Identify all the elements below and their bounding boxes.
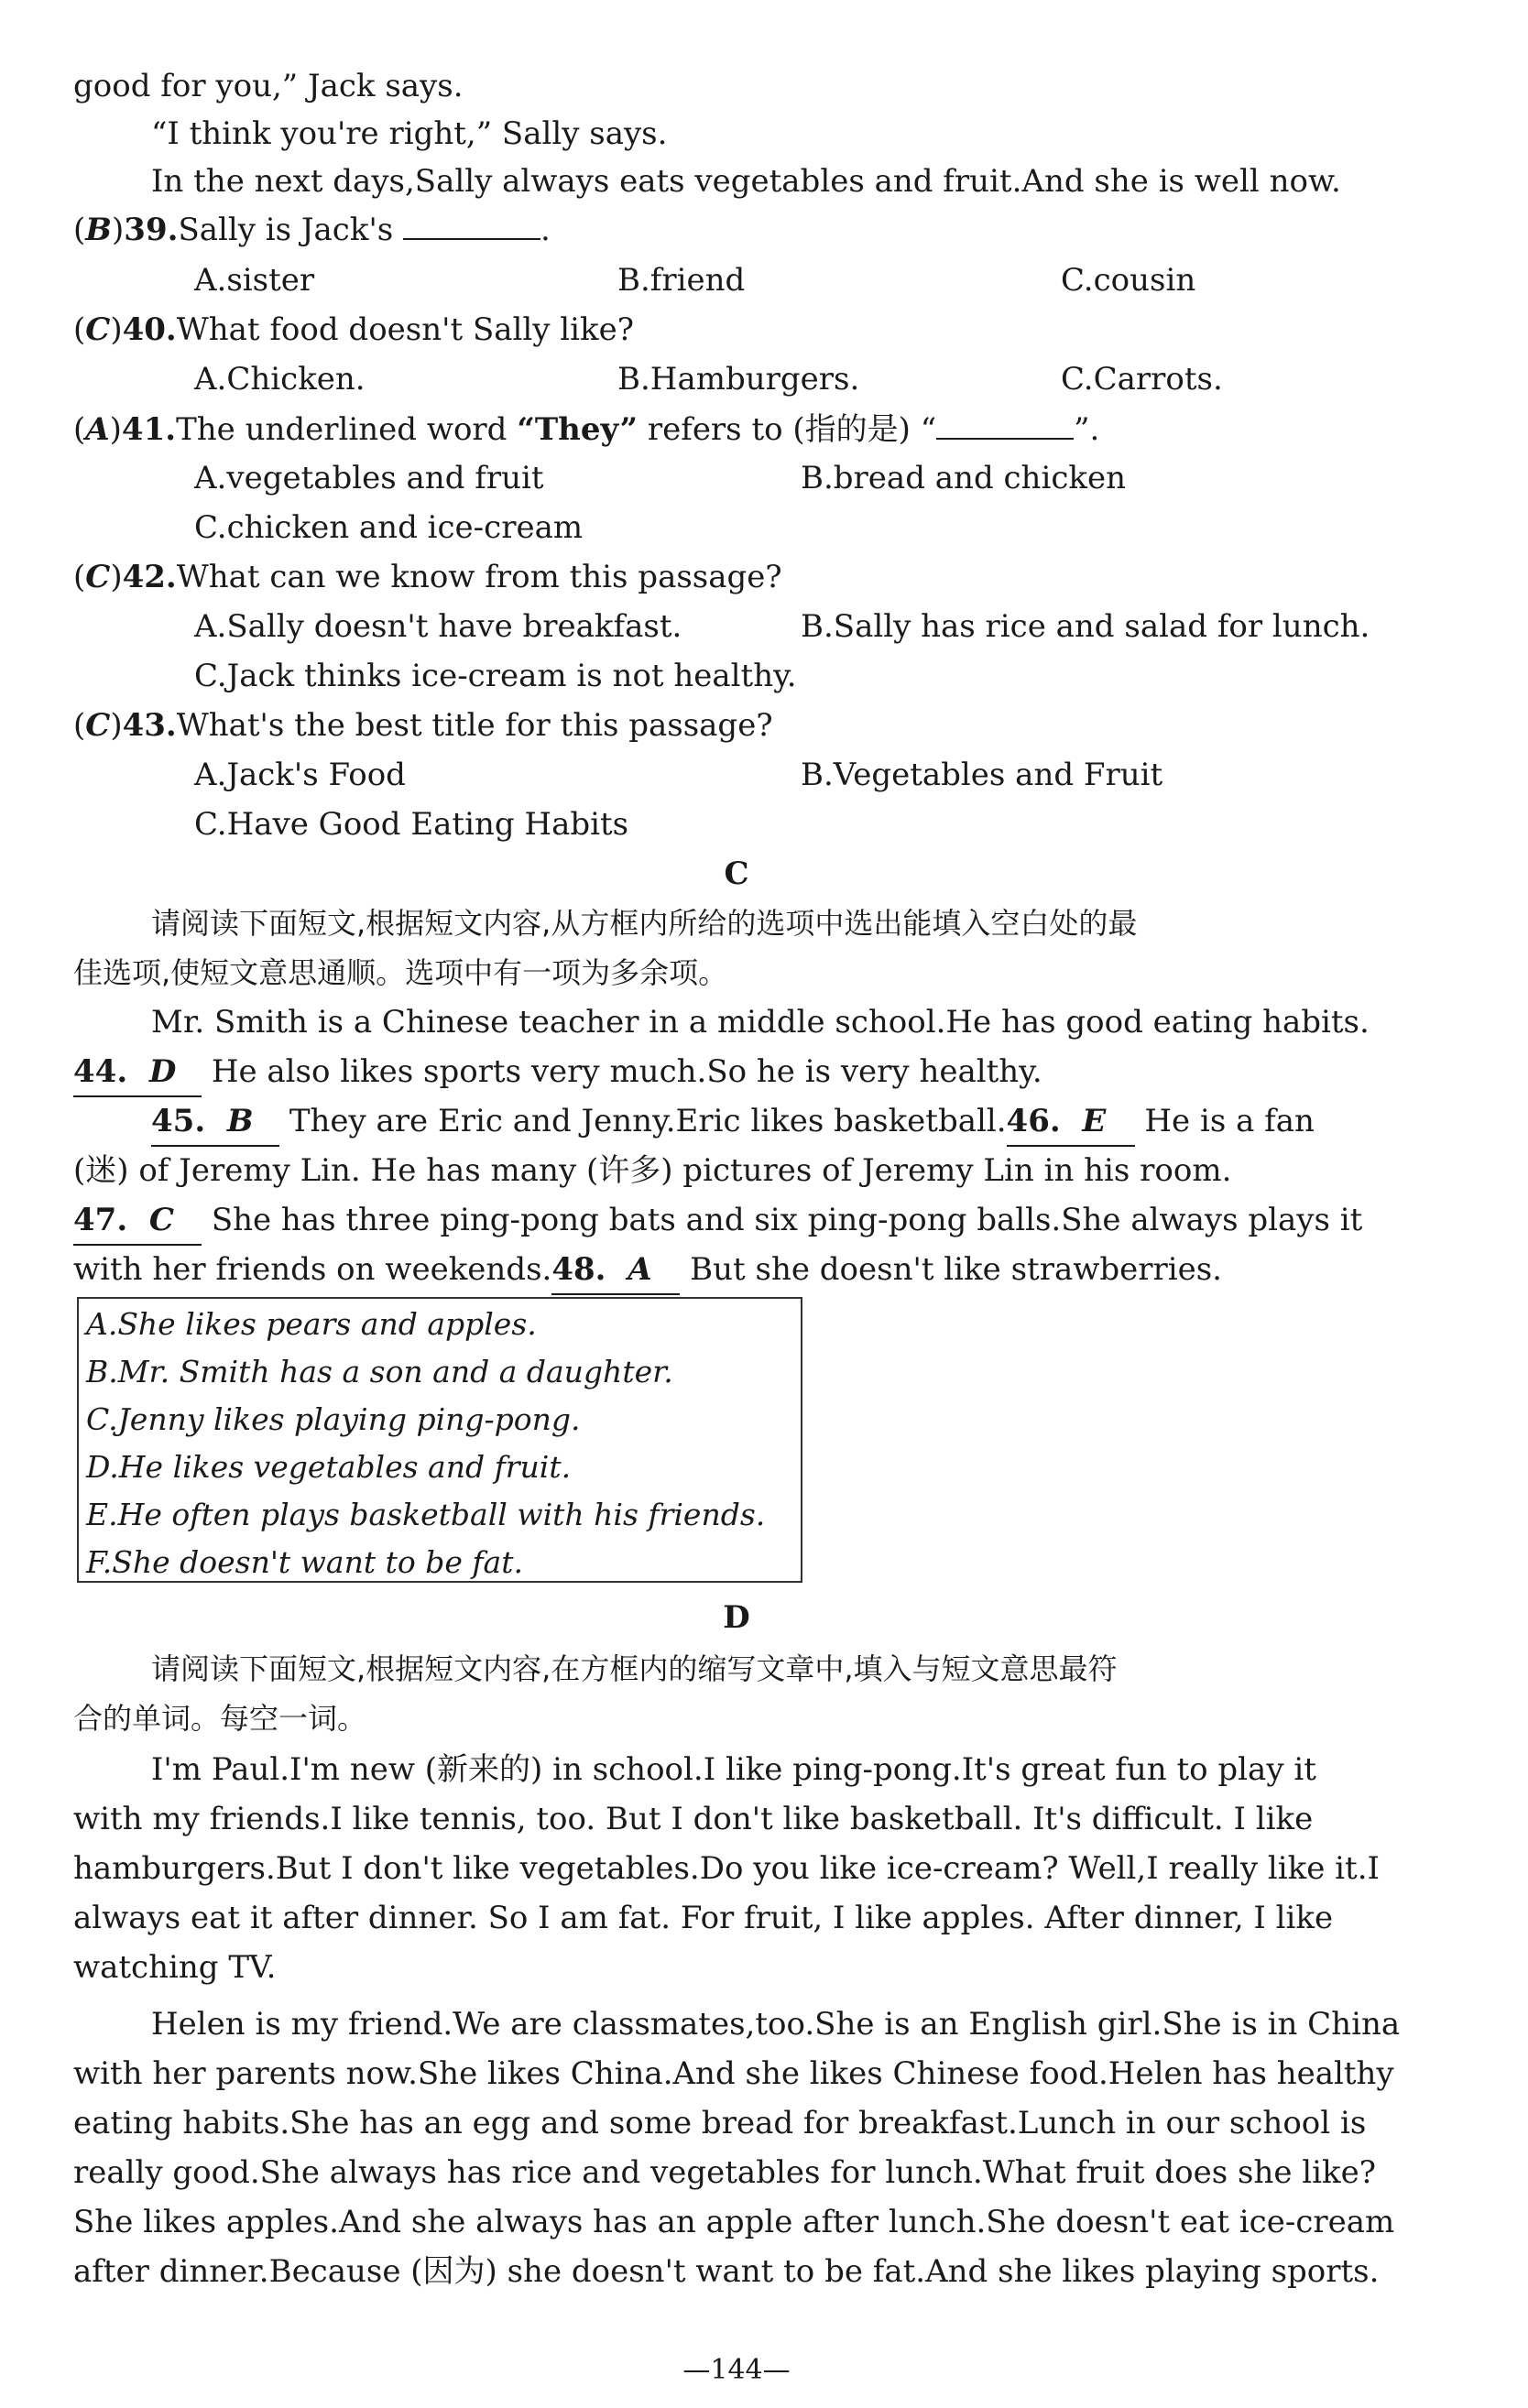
answer-mark: C	[85, 707, 111, 744]
option-c: C.Have Good Eating Habits	[194, 806, 629, 843]
passage-line	[151, 1097, 1479, 1147]
question-stem: What can we know from this passage?	[176, 559, 782, 595]
passage-line: eating habits.She has an egg and some bread for breakfast.Lunch in our school is	[73, 2105, 1367, 2141]
passage-line: with my friends.I like tennis, too. But I don't like basketball. It's difficult. I like	[73, 1801, 1314, 1837]
passage-line: always eat it after dinner. So I am fat. For fruit, I like apples. After dinner, I like	[73, 1900, 1334, 1936]
option-b: B.friend	[617, 262, 746, 299]
passage-line	[73, 1246, 1402, 1295]
question-stem: Sally is Jack's	[178, 212, 404, 248]
passage-line: good for you,” Jack says.	[73, 68, 464, 104]
question-stem-mid: refers to (指的是) “	[638, 411, 937, 448]
passage-line: after dinner.Because (因为) she doesn't want to be fat.And she likes playing sports.	[73, 2253, 1380, 2290]
section-d-instruction: 请阅读下面短文,根据短文内容,在方框内的缩写文章中,填入与短文意思最符	[151, 1651, 1118, 1686]
option-b: B.Hamburgers.	[617, 361, 860, 398]
passage-line	[73, 1048, 1402, 1097]
passage-text: He is a fan	[1144, 1103, 1315, 1139]
passage-text: But she doesn't like strawberries.	[690, 1251, 1222, 1288]
blank-answer: A	[628, 1251, 652, 1288]
answer-mark: A	[85, 411, 110, 448]
question-stem: What food doesn't Sally like?	[176, 311, 634, 348]
blank-answer: D	[148, 1053, 177, 1090]
option-b: B.bread and chicken	[801, 460, 1126, 496]
blank-answer: C	[148, 1202, 174, 1238]
box-option-c: C.Jenny likes playing ping-pong.	[86, 1401, 581, 1437]
options-box	[77, 1297, 802, 1583]
section-c-title: C	[724, 855, 749, 892]
passage-text: with her friends on weekends.	[73, 1251, 552, 1288]
blank-answer: B	[226, 1103, 254, 1139]
answer-mark: C	[85, 559, 111, 595]
answer-blank	[936, 405, 1074, 440]
option-b: B.Vegetables and Fruit	[801, 757, 1163, 793]
passage-line: In the next days,Sally always eats vegetables and fruit.And she is well now.	[151, 163, 1341, 200]
option-a: A.Jack's Food	[194, 757, 406, 793]
question-40: (C)40.What food doesn't Sally like?	[73, 311, 634, 348]
section-d-instruction: 合的单词。每空一词。	[73, 1701, 367, 1736]
passage-line: with her parents now.She likes China.And she likes Chinese food.Helen has healthy	[73, 2055, 1394, 2092]
blank-number: 48.	[551, 1251, 606, 1288]
option-a: A.vegetables and fruit	[194, 460, 544, 496]
blank-number: 47.	[73, 1202, 128, 1238]
passage-line	[73, 1196, 1402, 1246]
passage-text: She has three ping-pong bats and six ping-pong balls.She always plays it	[211, 1202, 1363, 1238]
passage-line: She likes apples.And she always has an apple after lunch.She doesn't eat ice-cream	[73, 2204, 1395, 2240]
answer-mark: C	[85, 311, 111, 348]
passage-line: really good.She always has rice and vegetables for lunch.What fruit does she like?	[73, 2154, 1376, 2191]
question-keyword: “They”	[517, 411, 638, 448]
option-c: C.chicken and ice-cream	[194, 509, 584, 546]
box-option-b: B.Mr. Smith has a son and a daughter.	[86, 1354, 673, 1389]
passage-line: hamburgers.But I don't like vegetables.Do you like ice-cream? Well,I really like it.I	[73, 1850, 1380, 1887]
question-number: 40.	[122, 311, 177, 348]
question-stem: The underlined word	[176, 411, 518, 448]
option-a: A.sister	[194, 262, 315, 299]
passage-text: He also likes sports very much.So he is very healthy.	[211, 1053, 1042, 1090]
box-option-f: F.She doesn't want to be fat.	[86, 1544, 523, 1580]
option-b: B.Sally has rice and salad for lunch.	[801, 608, 1370, 645]
question-43: (C)43.What's the best title for this passage?	[73, 707, 773, 744]
option-a: A.Sally doesn't have breakfast.	[194, 608, 682, 645]
question-number: 41.	[121, 411, 177, 448]
question-number: 43.	[122, 707, 177, 744]
passage-line: Mr. Smith is a Chinese teacher in a middle school.He has good eating habits.	[151, 1004, 1370, 1041]
passage-line: watching TV.	[73, 1949, 277, 1986]
answer-blank	[403, 205, 540, 240]
question-42: (C)42.What can we know from this passage?	[73, 559, 782, 595]
passage-line: (迷) of Jeremy Lin. He has many (许多) pictures of Jeremy Lin in his room.	[73, 1152, 1232, 1189]
blank-number: 46.	[1006, 1103, 1061, 1139]
blank-number: 44.	[73, 1053, 128, 1090]
question-number: 39.	[124, 212, 179, 248]
option-c: C.cousin	[1061, 262, 1196, 299]
box-option-d: D.He likes vegetables and fruit.	[86, 1449, 572, 1485]
passage-line: Helen is my friend.We are classmates,too.She is an English girl.She is in China	[151, 2006, 1401, 2043]
question-number: 42.	[122, 559, 177, 595]
section-d-title: D	[723, 1599, 750, 1636]
question-39: (B)39.Sally is Jack's .	[73, 205, 1402, 254]
box-option-a: A.She likes pears and apples.	[86, 1306, 537, 1342]
question-stem: What's the best title for this passage?	[176, 707, 773, 744]
option-c: C.Carrots.	[1061, 361, 1223, 398]
blank-number: 45.	[151, 1103, 206, 1139]
section-c-instruction: 佳选项,使短文意思通顺。选项中有一项为多余项。	[73, 955, 728, 990]
question-41: (A)41.The underlined word “They” refers to (指的是) “ ”.	[73, 405, 1402, 453]
box-option-e: E.He often plays basketball with his friends.	[86, 1497, 766, 1532]
answer-mark: B	[85, 212, 113, 248]
section-c-instruction: 请阅读下面短文,根据短文内容,从方框内所给的选项中选出能填入空白处的最	[151, 906, 1138, 941]
passage-line: “I think you're right,” Sally says.	[151, 115, 668, 152]
passage-line: I'm Paul.I'm new (新来的) in school.I like ping-pong.It's great fun to play it	[151, 1751, 1316, 1788]
passage-text: They are Eric and Jenny.Eric likes basketball.	[289, 1103, 1007, 1139]
blank-answer: E	[1082, 1103, 1107, 1139]
option-a: A.Chicken.	[194, 361, 366, 398]
option-c: C.Jack thinks ice-cream is not healthy.	[194, 658, 797, 694]
question-stem-end: .	[540, 212, 551, 248]
page-number: —144—	[682, 2354, 791, 2386]
question-stem-end: ”.	[1074, 411, 1100, 448]
